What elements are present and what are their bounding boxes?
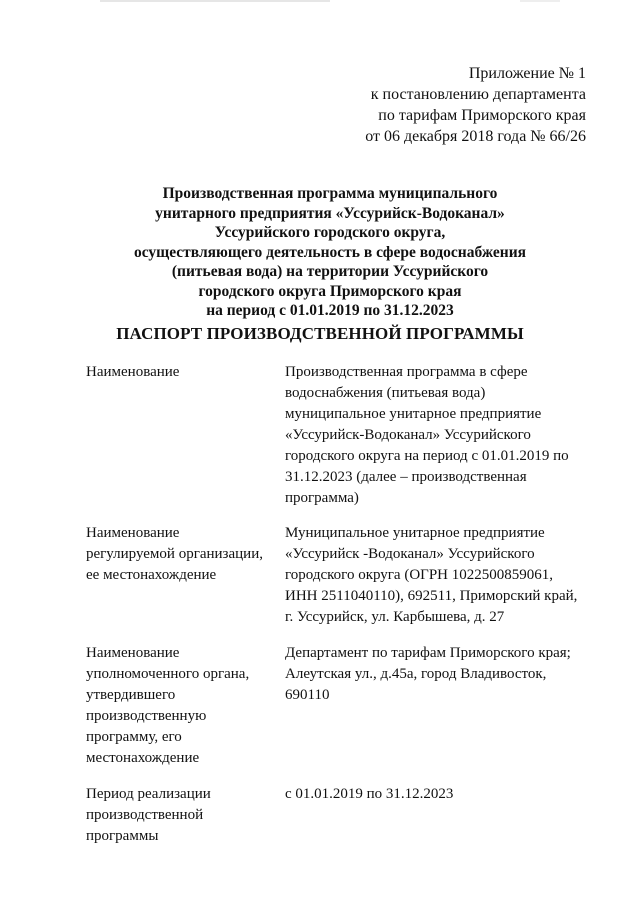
appendix-reference: к постановлению департамента: [370, 86, 586, 103]
appendix-date: от 06 декабря 2018 года № 66/26: [365, 128, 586, 145]
row-label: Период реализации производственной программы: [86, 786, 211, 844]
appendix-department: по тарифам Приморского края: [378, 107, 586, 124]
program-title: [90, 184, 570, 321]
title-line: Уссурийского городского округа,: [214, 224, 446, 241]
row-value: Муниципальное унитарное предприятие «Уссурийск -Водоканал» Уссурийского городского округа (ОГРН 1022500859061, ИНН 2511040110), 692511, Приморский край, г. Уссурийск, ул. Карбышева, д. 27: [285, 525, 578, 625]
scan-artifact: [520, 0, 560, 2]
row-value: Производственная программа в сфере водоснабжения (питьевая вода) муниципальное унитарное предприятие «Уссурийск-Водоканал» Уссурийского городского округа на период с 01.01.2019 по 31.12.2023 (далее – производственная программа): [285, 364, 569, 506]
passport-heading: ПАСПОРТ ПРОИЗВОДСТВЕННОЙ ПРОГРАММЫ: [116, 324, 524, 343]
title-line: на период с 01.01.2019 по 31.12.2023: [206, 302, 454, 319]
appendix-number: Приложение № 1: [468, 65, 586, 82]
title-line: унитарного предприятия «Уссурийск-Водоканал»: [155, 204, 505, 222]
scan-artifact: [100, 0, 330, 2]
title-line: (питьевая вода) на территории Уссурийского: [171, 263, 489, 280]
row-value: Департамент по тарифам Приморского края; Алеутская ул., д.45а, город Владивосток, 690110: [285, 645, 571, 703]
row-label: Наименование регулируемой организации, ее местонахождение: [86, 525, 263, 583]
title-line: Производственная программа муниципального: [162, 185, 498, 202]
title-line: осуществляющего деятельность в сфере водоснабжения: [133, 243, 527, 261]
appendix-block: [365, 63, 586, 147]
row-value: с 01.01.2019 по 31.12.2023: [285, 786, 454, 802]
row-label: Наименование: [86, 364, 180, 380]
title-line: городского округа Приморского края: [198, 282, 462, 300]
row-label: Наименование уполномоченного органа, утвердившего производственную программу, его местонахождение: [86, 645, 250, 766]
